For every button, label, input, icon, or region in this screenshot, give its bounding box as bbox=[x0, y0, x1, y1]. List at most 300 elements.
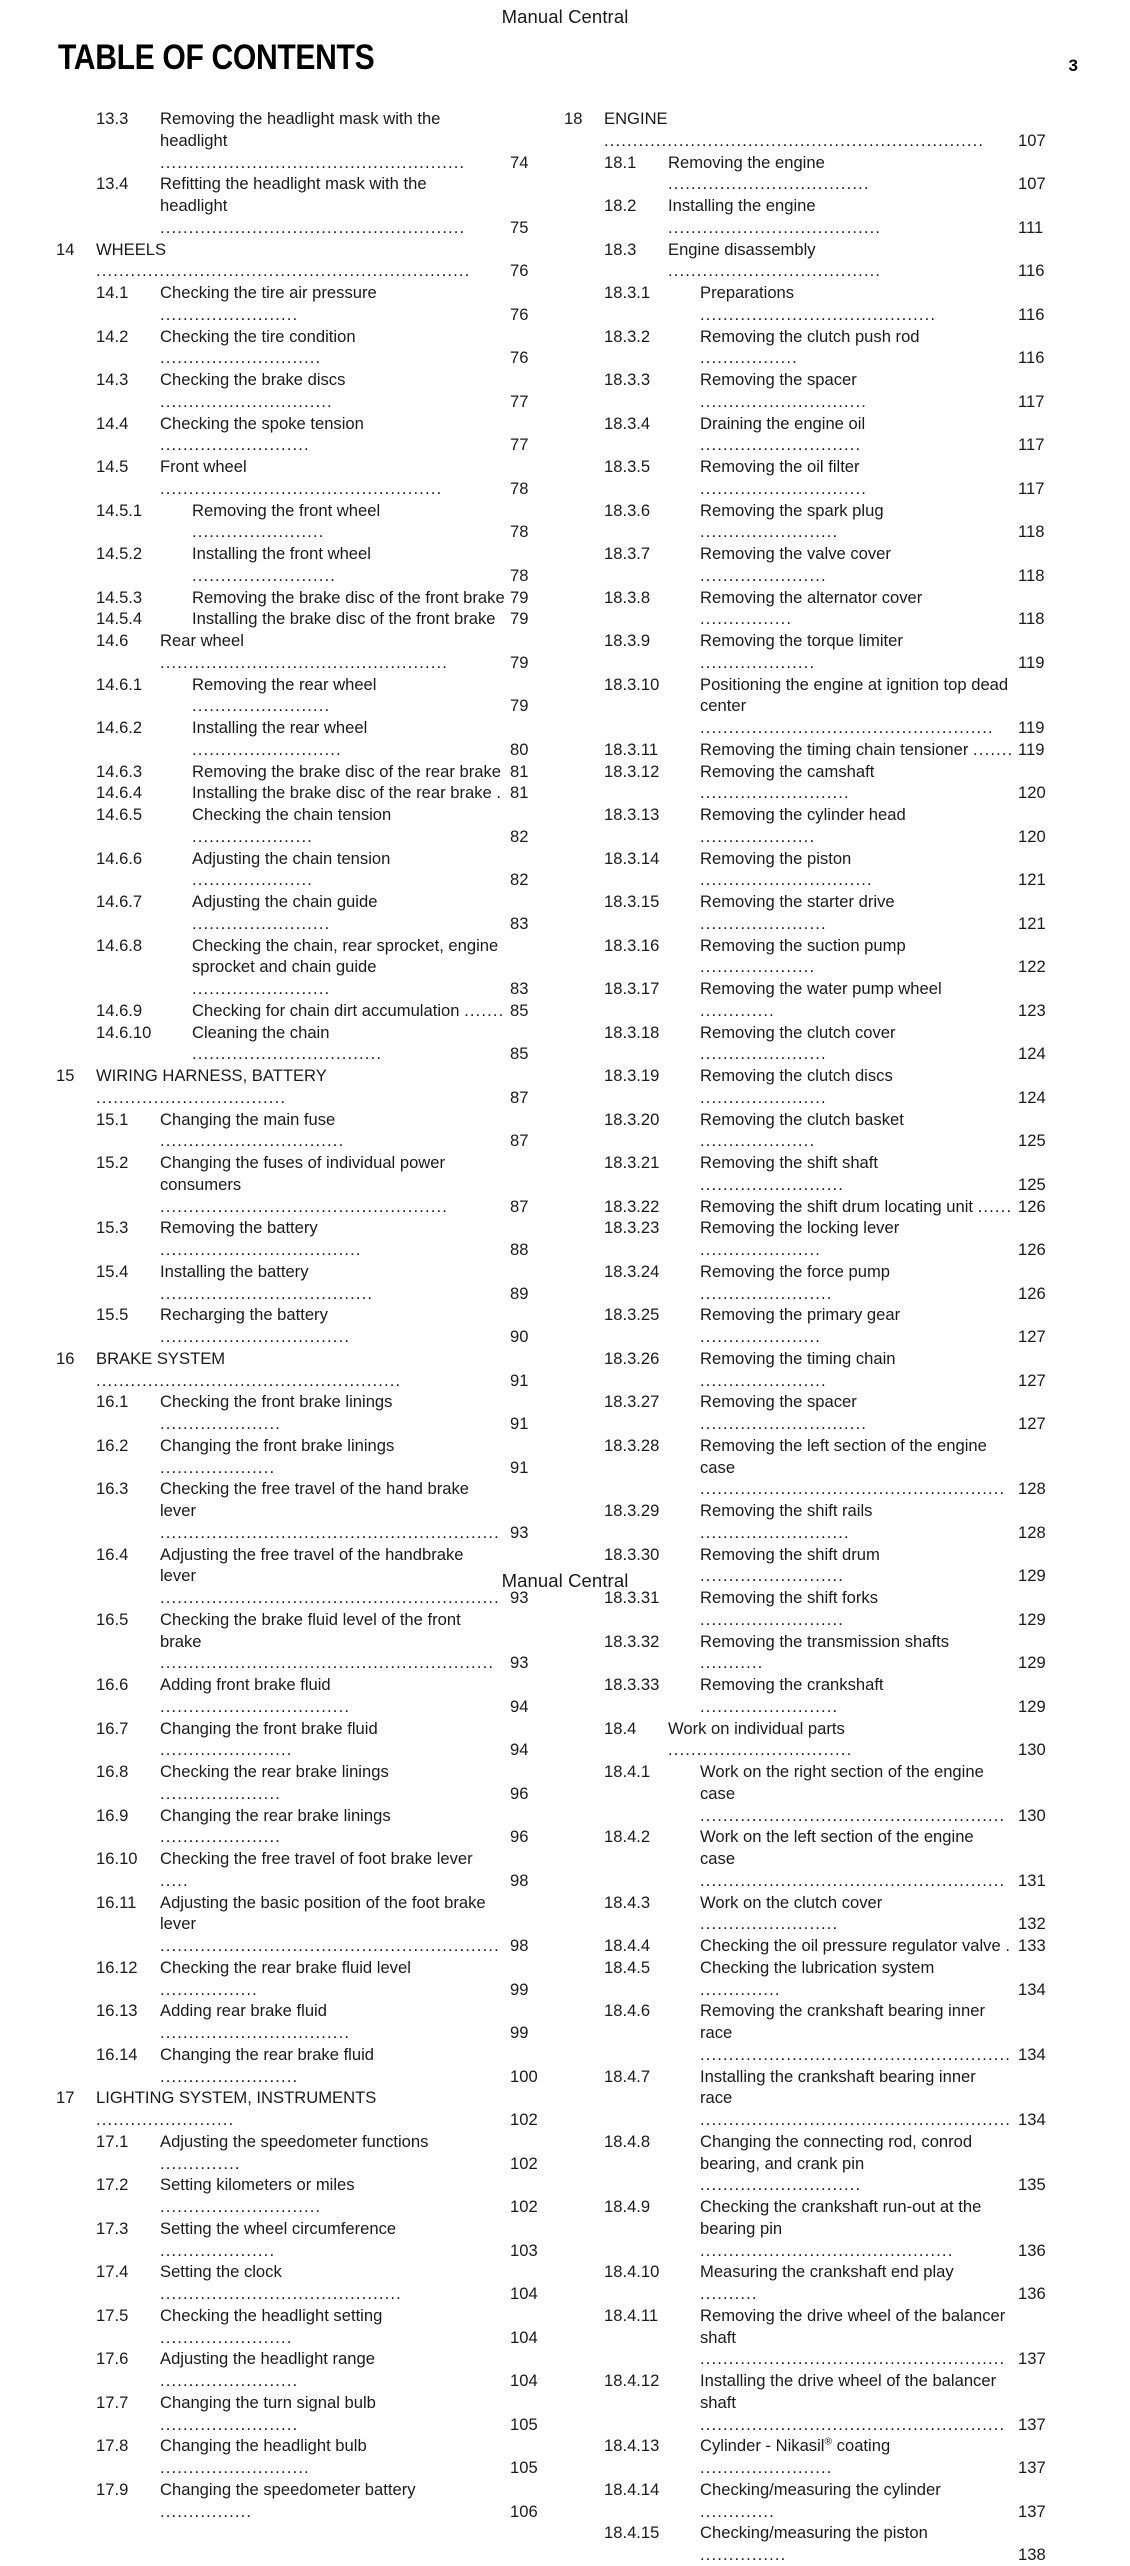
toc-entry[interactable] bbox=[56, 1109, 554, 1153]
toc-entry-title: Cleaning the chain bbox=[192, 1022, 330, 1042]
toc-entry-number: 18.3.7 bbox=[604, 544, 651, 563]
toc-entry-body bbox=[700, 2479, 1062, 2523]
dot-leader: ...... bbox=[977, 1196, 1013, 1216]
toc-entry-body bbox=[192, 1022, 554, 1066]
toc-entry-title: Checking/measuring the piston bbox=[700, 2523, 928, 2543]
toc-entry[interactable] bbox=[564, 1957, 1062, 2001]
toc-entry[interactable] bbox=[56, 2392, 554, 2436]
toc-entry[interactable] bbox=[564, 456, 1062, 500]
toc-entry-title: Removing the camshaft bbox=[700, 761, 875, 781]
toc-entry[interactable] bbox=[564, 1152, 1062, 1196]
dot-leader: ...................... bbox=[700, 1044, 827, 1064]
toc-entry[interactable] bbox=[56, 608, 554, 630]
toc-entry-number: 14.4 bbox=[96, 413, 129, 433]
dot-leader: ......................... bbox=[700, 1566, 845, 1586]
toc-entry-body bbox=[160, 1217, 554, 1261]
toc-entry[interactable] bbox=[56, 2305, 554, 2349]
toc-entry-body bbox=[700, 2000, 1062, 2065]
toc-entry[interactable] bbox=[56, 543, 554, 587]
toc-entry[interactable] bbox=[564, 1761, 1062, 1826]
toc-entry-page: 131 bbox=[1018, 1870, 1046, 1890]
toc-entry[interactable] bbox=[56, 1261, 554, 1305]
toc-entry[interactable] bbox=[564, 1065, 1062, 1109]
toc-entry-title: Removing the shift forks bbox=[700, 1588, 878, 1607]
toc-entry-number: 18.4.3 bbox=[604, 1892, 651, 1912]
toc-entry[interactable] bbox=[564, 1718, 1062, 1762]
toc-entry-page: 129 bbox=[1018, 1609, 1046, 1629]
toc-entry[interactable] bbox=[56, 1391, 554, 1435]
toc-entry-title: Installing the crankshaft bearing inner bbox=[700, 2066, 976, 2086]
toc-entry-title: Removing the oil filter bbox=[700, 457, 860, 476]
toc-entry-body bbox=[700, 978, 1062, 1022]
toc-entry[interactable] bbox=[56, 587, 554, 609]
toc-entry[interactable] bbox=[56, 2435, 554, 2479]
toc-entry-title: Checking the brake fluid level of the front bbox=[160, 1609, 461, 1629]
toc-entry-body bbox=[700, 1892, 1062, 1936]
toc-entry-page: 83 bbox=[510, 913, 529, 933]
toc-entry-body bbox=[160, 369, 554, 413]
toc-entry-page: 76 bbox=[510, 304, 529, 324]
toc-entry-title: Work on the clutch cover bbox=[700, 1892, 883, 1912]
toc-entry-title: Checking the rear brake fluid level bbox=[160, 1957, 411, 1977]
toc-entry-number: 16.6 bbox=[96, 1675, 129, 1694]
toc-entry-title: Removing the timing chain tensioner bbox=[700, 739, 969, 759]
toc-entry-body bbox=[160, 413, 554, 457]
toc-entry-title: Setting kilometers or miles bbox=[160, 2175, 355, 2195]
toc-entry-number: 18.3.11 bbox=[604, 739, 659, 759]
toc-entry[interactable] bbox=[564, 1261, 1062, 1305]
toc-entry-title: race bbox=[700, 2088, 733, 2108]
toc-entry[interactable] bbox=[564, 1631, 1062, 1675]
toc-entry[interactable] bbox=[564, 1022, 1062, 1066]
toc-entry-page: 83 bbox=[510, 979, 529, 998]
toc-entry[interactable] bbox=[564, 1391, 1062, 1435]
toc-entry[interactable] bbox=[564, 848, 1062, 892]
toc-entry[interactable] bbox=[56, 2261, 554, 2305]
dot-leader: .................... bbox=[700, 957, 816, 977]
toc-entry[interactable] bbox=[564, 1304, 1062, 1348]
toc-entry[interactable] bbox=[56, 2044, 554, 2088]
toc-entry-page: 124 bbox=[1018, 1044, 1046, 1064]
toc-entry-body bbox=[700, 1065, 1062, 1109]
toc-entry-number: 18.3.16 bbox=[604, 935, 660, 955]
toc-entry[interactable] bbox=[56, 500, 554, 544]
toc-entry-title: Removing the force pump bbox=[700, 1261, 891, 1281]
toc-entry[interactable] bbox=[564, 1109, 1062, 1153]
toc-entry[interactable] bbox=[564, 2000, 1062, 2065]
toc-entry-title: Changing the rear brake fluid bbox=[160, 2044, 375, 2064]
toc-entry-number: 17.7 bbox=[96, 2392, 129, 2412]
dot-leader: .............................. bbox=[160, 391, 333, 411]
dot-leader: .......................... bbox=[192, 739, 342, 759]
toc-entry[interactable] bbox=[56, 1435, 554, 1479]
toc-entry-title: Removing the shift rails bbox=[700, 1501, 873, 1520]
toc-entry-body bbox=[160, 2305, 554, 2349]
toc-entry[interactable] bbox=[56, 1217, 554, 1261]
toc-entry[interactable] bbox=[564, 282, 1062, 326]
toc-entry[interactable] bbox=[564, 978, 1062, 1022]
toc-entry-number: 18.4.5 bbox=[604, 1957, 651, 1977]
dot-leader: ................................. bbox=[160, 1696, 351, 1716]
toc-entry-body bbox=[700, 935, 1062, 979]
toc-entry-number: 18.4.8 bbox=[604, 2131, 651, 2151]
toc-entry-body bbox=[160, 1435, 554, 1479]
dot-leader: ..................................................... bbox=[160, 152, 466, 172]
toc-entry-title: Changing the front brake linings bbox=[160, 1435, 395, 1455]
dot-leader: .................................................................. bbox=[604, 130, 985, 150]
toc-entry[interactable] bbox=[564, 674, 1062, 739]
toc-entry[interactable] bbox=[564, 326, 1062, 370]
toc-entry-number: 14.6.7 bbox=[96, 892, 143, 911]
dot-leader: ................ bbox=[700, 609, 793, 629]
toc-entry-number: 18.3.3 bbox=[604, 370, 651, 389]
dot-leader: ........................ bbox=[192, 913, 331, 933]
toc-entry[interactable] bbox=[56, 108, 554, 173]
toc-entry-number: 14.5 bbox=[96, 457, 129, 476]
toc-entry-body bbox=[160, 2435, 554, 2479]
toc-entry-number: 15.3 bbox=[96, 1218, 129, 1238]
toc-entry[interactable] bbox=[564, 2479, 1062, 2523]
toc-entry-body bbox=[668, 195, 1062, 239]
toc-entry[interactable] bbox=[564, 500, 1062, 544]
toc-entry[interactable] bbox=[56, 891, 554, 935]
toc-entry-body bbox=[160, 2174, 554, 2218]
toc-entry-title: Removing the rear wheel bbox=[192, 674, 377, 694]
toc-entry-title: Checking the brake discs bbox=[160, 370, 346, 389]
toc-entry-number: 18 bbox=[564, 109, 583, 128]
dot-leader: ..................................... bbox=[668, 261, 882, 281]
toc-entry-page: 126 bbox=[1018, 1196, 1046, 1216]
toc-entry-body bbox=[700, 2261, 1062, 2305]
dot-leader: ...................... bbox=[700, 1087, 827, 1107]
dot-leader: ................................................................. bbox=[96, 261, 471, 281]
dot-leader: ............................ bbox=[700, 435, 862, 455]
toc-entry[interactable] bbox=[564, 2261, 1062, 2305]
toc-entry[interactable] bbox=[56, 761, 554, 783]
toc-entry[interactable] bbox=[56, 1304, 554, 1348]
dot-leader: ........................ bbox=[700, 1914, 839, 1934]
toc-entry-title: Refitting the headlight mask with the bbox=[160, 174, 427, 194]
dot-leader: ........................ bbox=[700, 1696, 839, 1716]
toc-entry[interactable] bbox=[564, 630, 1062, 674]
dot-leader: ...................................................... bbox=[700, 2110, 1012, 2129]
toc-entry-number: 14.6.3 bbox=[96, 761, 143, 781]
dot-leader: ..... bbox=[160, 1870, 189, 1890]
toc-entry[interactable] bbox=[56, 2174, 554, 2218]
toc-entry[interactable] bbox=[56, 282, 554, 326]
toc-entry-title: Changing the fuses of individual power bbox=[160, 1153, 446, 1172]
toc-entry-title: Adding rear brake fluid bbox=[160, 2001, 327, 2021]
toc-entry-page: 98 bbox=[510, 1870, 529, 1890]
running-footer: Manual Central bbox=[501, 1570, 629, 1591]
toc-entry-number: 18.4.7 bbox=[604, 2066, 651, 2086]
toc-entry-title: Removing the valve cover bbox=[700, 544, 891, 563]
toc-entry-page: 99 bbox=[510, 2023, 529, 2042]
toc-entry-title: Removing the front wheel bbox=[192, 500, 381, 520]
toc-entry-number: 18.3.4 bbox=[604, 413, 651, 433]
toc-entry-title: Removing the starter drive bbox=[700, 892, 895, 911]
toc-entry-title: bearing, and crank pin bbox=[700, 2153, 865, 2173]
toc-entry-title: headlight bbox=[160, 196, 228, 215]
toc-entry-page: 88 bbox=[510, 1240, 529, 1259]
dot-leader: .............. bbox=[700, 1979, 781, 1999]
toc-entry-body bbox=[160, 1805, 554, 1849]
toc-entry[interactable] bbox=[56, 2218, 554, 2262]
dot-leader: .......... bbox=[700, 2284, 758, 2303]
toc-entry[interactable] bbox=[564, 1826, 1062, 1891]
dot-leader: ........................ bbox=[700, 522, 839, 542]
toc-entry[interactable] bbox=[56, 717, 554, 761]
dot-leader: ................................. bbox=[96, 1087, 287, 1107]
toc-entry-title: Removing the spacer bbox=[700, 370, 857, 389]
toc-entry-number: 17.5 bbox=[96, 2305, 129, 2325]
toc-entry-body bbox=[700, 891, 1062, 935]
registered-trademark-icon: ® bbox=[824, 2436, 833, 2448]
dot-leader: ....................... bbox=[192, 522, 325, 542]
dot-leader: ................................... bbox=[668, 174, 870, 194]
toc-entry-number: 18.4 bbox=[604, 1718, 637, 1738]
toc-entry-page: 119 bbox=[1018, 739, 1045, 759]
toc-entry-page: 89 bbox=[510, 1283, 529, 1303]
toc-entry[interactable] bbox=[564, 413, 1062, 457]
toc-column-left bbox=[56, 108, 554, 2566]
toc-entry[interactable] bbox=[564, 1196, 1062, 1218]
toc-entry-number: 16.5 bbox=[96, 1609, 129, 1629]
toc-entry-title: Installing the front wheel bbox=[192, 544, 371, 563]
toc-entry-page: 79 bbox=[510, 609, 529, 629]
toc-entry[interactable] bbox=[56, 1348, 554, 1392]
toc-entry-title: bearing pin bbox=[700, 2218, 783, 2238]
toc-entry[interactable] bbox=[56, 1848, 554, 1892]
toc-entry-body bbox=[700, 282, 1062, 326]
dot-leader: . bbox=[1005, 1936, 1012, 1955]
toc-entry-title: Checking the headlight setting bbox=[160, 2305, 383, 2325]
toc-entry[interactable] bbox=[564, 2435, 1062, 2479]
toc-entry-body bbox=[700, 739, 1062, 761]
toc-entry[interactable] bbox=[56, 782, 554, 804]
toc-entry-body bbox=[700, 543, 1062, 587]
toc-entry[interactable] bbox=[564, 108, 1062, 152]
dot-leader: ......................... bbox=[700, 1609, 845, 1629]
toc-entry[interactable] bbox=[564, 739, 1062, 761]
toc-entry[interactable] bbox=[564, 1587, 1062, 1631]
toc-entry-page: 93 bbox=[510, 1522, 529, 1542]
toc-entry-body bbox=[700, 804, 1062, 848]
toc-entry[interactable] bbox=[564, 1892, 1062, 1936]
toc-entry[interactable] bbox=[56, 1609, 554, 1674]
toc-entry-number: 18.4.14 bbox=[604, 2479, 660, 2499]
toc-entry-page: 136 bbox=[1018, 2284, 1046, 2303]
toc-entry[interactable] bbox=[56, 935, 554, 1000]
dot-leader: ................................. bbox=[160, 1327, 351, 1346]
toc-entry[interactable] bbox=[56, 2087, 554, 2131]
toc-entry-body bbox=[192, 587, 554, 609]
toc-entry-number: 18.3.18 bbox=[604, 1022, 660, 1042]
dot-leader: ..................... bbox=[192, 870, 313, 890]
toc-entry-title: Measuring the crankshaft end play bbox=[700, 2262, 954, 2282]
toc-entry-page: 120 bbox=[1018, 783, 1046, 803]
dot-leader: .......................................................... bbox=[160, 1653, 495, 1673]
toc-entry[interactable] bbox=[564, 195, 1062, 239]
toc-entry-body bbox=[700, 1391, 1062, 1435]
toc-entry-title: Checking the free travel of foot brake lever bbox=[160, 1849, 473, 1868]
toc-entry-page: 76 bbox=[510, 348, 529, 368]
toc-entry[interactable] bbox=[56, 239, 554, 283]
toc-entry[interactable] bbox=[56, 1000, 554, 1022]
dot-leader: ........................................................... bbox=[160, 1588, 500, 1607]
toc-entry-body bbox=[700, 630, 1062, 674]
toc-entry-title: Adjusting the chain tension bbox=[192, 848, 391, 868]
toc-entry[interactable] bbox=[564, 2066, 1062, 2131]
toc-entry-page: 118 bbox=[1018, 565, 1045, 585]
toc-entry[interactable] bbox=[56, 1718, 554, 1762]
toc-entry-title: WHEELS bbox=[96, 239, 167, 259]
toc-entry[interactable] bbox=[564, 804, 1062, 848]
toc-entry-body bbox=[160, 2392, 554, 2436]
toc-entry[interactable] bbox=[56, 456, 554, 500]
toc-entry-title: Removing the clutch push rod bbox=[700, 326, 920, 346]
toc-entry-number: 16.7 bbox=[96, 1718, 129, 1738]
dot-leader: ......................... bbox=[192, 565, 337, 585]
toc-entry-page: 78 bbox=[510, 522, 529, 542]
toc-entry[interactable] bbox=[56, 326, 554, 370]
toc-entry[interactable] bbox=[564, 369, 1062, 413]
dot-leader: .................... bbox=[700, 652, 816, 672]
toc-entry-number: 14.6.9 bbox=[96, 1000, 143, 1020]
toc-entry[interactable] bbox=[56, 2131, 554, 2175]
toc-entry-body bbox=[192, 608, 554, 630]
dot-leader: ........................ bbox=[192, 979, 331, 998]
toc-entry[interactable] bbox=[56, 1957, 554, 2001]
toc-entry-title: BRAKE SYSTEM bbox=[96, 1348, 226, 1368]
toc-entry-page: 102 bbox=[510, 2153, 538, 2173]
toc-entry-number: 18.4.2 bbox=[604, 1827, 651, 1847]
toc-entry[interactable] bbox=[564, 1435, 1062, 1500]
toc-entry-number: 17 bbox=[56, 2088, 75, 2108]
toc-entry-page: 77 bbox=[510, 435, 529, 455]
toc-entry[interactable] bbox=[56, 630, 554, 674]
toc-entry-number: 17.6 bbox=[96, 2349, 129, 2369]
toc-entry[interactable] bbox=[56, 2000, 554, 2044]
toc-entry[interactable] bbox=[56, 1152, 554, 1217]
toc-entry[interactable] bbox=[56, 1022, 554, 1066]
toc-entry-title: Checking the chain tension bbox=[192, 805, 392, 824]
toc-entry[interactable] bbox=[56, 674, 554, 718]
toc-entry-number: 14.6 bbox=[96, 631, 129, 650]
toc-entry-number: 17.2 bbox=[96, 2175, 129, 2195]
toc-entry-title: Removing the piston bbox=[700, 848, 852, 868]
toc-entry[interactable] bbox=[564, 891, 1062, 935]
toc-entry[interactable] bbox=[56, 173, 554, 238]
toc-entry[interactable] bbox=[564, 587, 1062, 631]
toc-entry[interactable] bbox=[56, 1805, 554, 1849]
toc-entry[interactable] bbox=[564, 152, 1062, 196]
toc-entry[interactable] bbox=[564, 2522, 1062, 2566]
toc-entry-title: Removing the left section of the engine bbox=[700, 1435, 987, 1455]
toc-entry[interactable] bbox=[564, 2131, 1062, 2196]
toc-entry-title: Adding front brake fluid bbox=[160, 1675, 331, 1694]
toc-entry-page: 121 bbox=[1018, 870, 1046, 890]
toc-entry[interactable] bbox=[56, 1065, 554, 1109]
toc-entry[interactable] bbox=[564, 2196, 1062, 2261]
toc-entry-body bbox=[700, 500, 1062, 544]
toc-entry-body bbox=[160, 2000, 554, 2044]
toc-entry-title: sprocket and chain guide bbox=[192, 957, 377, 977]
dot-leader: .......................... bbox=[700, 783, 850, 803]
toc-entry[interactable] bbox=[56, 1761, 554, 1805]
toc-entry[interactable] bbox=[564, 1217, 1062, 1261]
toc-entry[interactable] bbox=[56, 1674, 554, 1718]
toc-entry[interactable] bbox=[56, 848, 554, 892]
toc-entry-title: Engine disassembly bbox=[668, 239, 816, 259]
toc-entry-page: 134 bbox=[1018, 1979, 1046, 1999]
toc-entry[interactable] bbox=[564, 1348, 1062, 1392]
toc-entry[interactable] bbox=[56, 804, 554, 848]
toc-entry[interactable] bbox=[564, 1500, 1062, 1544]
toc-entry-page: 93 bbox=[510, 1588, 529, 1607]
toc-entry-page: 96 bbox=[510, 1783, 529, 1803]
toc-entry-number: 14.6.1 bbox=[96, 674, 143, 694]
toc-entry-body bbox=[700, 587, 1062, 631]
toc-entry[interactable] bbox=[564, 1935, 1062, 1957]
page-number: 3 bbox=[1068, 56, 1078, 75]
toc-entry-body bbox=[700, 2370, 1062, 2435]
toc-entry[interactable] bbox=[56, 369, 554, 413]
toc-entry-page: 124 bbox=[1018, 1087, 1046, 1107]
toc-entry[interactable] bbox=[56, 1478, 554, 1543]
toc-entry-body bbox=[700, 369, 1062, 413]
dot-leader: ..................................... bbox=[160, 1283, 374, 1303]
toc-entry-number: 14.6.5 bbox=[96, 805, 143, 824]
toc-entry[interactable] bbox=[564, 2305, 1062, 2370]
toc-entry-page: 138 bbox=[1018, 2545, 1046, 2564]
toc-entry-number: 15 bbox=[56, 1066, 75, 1085]
toc-entry-page: 129 bbox=[1018, 1653, 1046, 1673]
toc-entry[interactable] bbox=[564, 543, 1062, 587]
toc-entry[interactable] bbox=[564, 761, 1062, 805]
toc-entry-body bbox=[192, 891, 554, 935]
toc-entry[interactable] bbox=[56, 1892, 554, 1957]
toc-entry[interactable] bbox=[56, 2479, 554, 2523]
toc-entry-title: Checking for chain dirt accumulation bbox=[192, 1000, 460, 1020]
toc-entry-page: 87 bbox=[510, 1131, 529, 1151]
toc-entry-title: Changing the turn signal bulb bbox=[160, 2392, 376, 2412]
toc-entry[interactable] bbox=[56, 413, 554, 457]
toc-entry-title: Adjusting the headlight range bbox=[160, 2349, 375, 2369]
dot-leader: ........................ bbox=[160, 2371, 299, 2390]
toc-entry-page: 98 bbox=[510, 1936, 529, 1955]
toc-entry[interactable] bbox=[56, 2348, 554, 2392]
toc-entry[interactable] bbox=[564, 935, 1062, 979]
running-header: Manual Central bbox=[501, 6, 629, 27]
dot-leader: ..................... bbox=[160, 1414, 281, 1433]
dot-leader: ....................... bbox=[700, 1283, 833, 1303]
toc-entry-title: ENGINE bbox=[604, 109, 668, 128]
toc-entry-number: 14.6.6 bbox=[96, 848, 143, 868]
toc-entry-body bbox=[160, 2218, 554, 2262]
toc-entry-number: 18.3.5 bbox=[604, 457, 651, 476]
toc-entry-body bbox=[160, 2044, 554, 2088]
toc-entry-body bbox=[160, 1892, 554, 1957]
toc-entry-page: 128 bbox=[1018, 1479, 1046, 1499]
toc-entry[interactable] bbox=[564, 2370, 1062, 2435]
toc-entry[interactable] bbox=[564, 239, 1062, 283]
dot-leader: ........................ bbox=[160, 2066, 299, 2086]
toc-entry-title: Installing the engine bbox=[668, 196, 816, 215]
toc-entry[interactable] bbox=[564, 1674, 1062, 1718]
toc-entry-page: 130 bbox=[1018, 1805, 1046, 1825]
toc-entry-title: Removing the clutch discs bbox=[700, 1066, 893, 1085]
